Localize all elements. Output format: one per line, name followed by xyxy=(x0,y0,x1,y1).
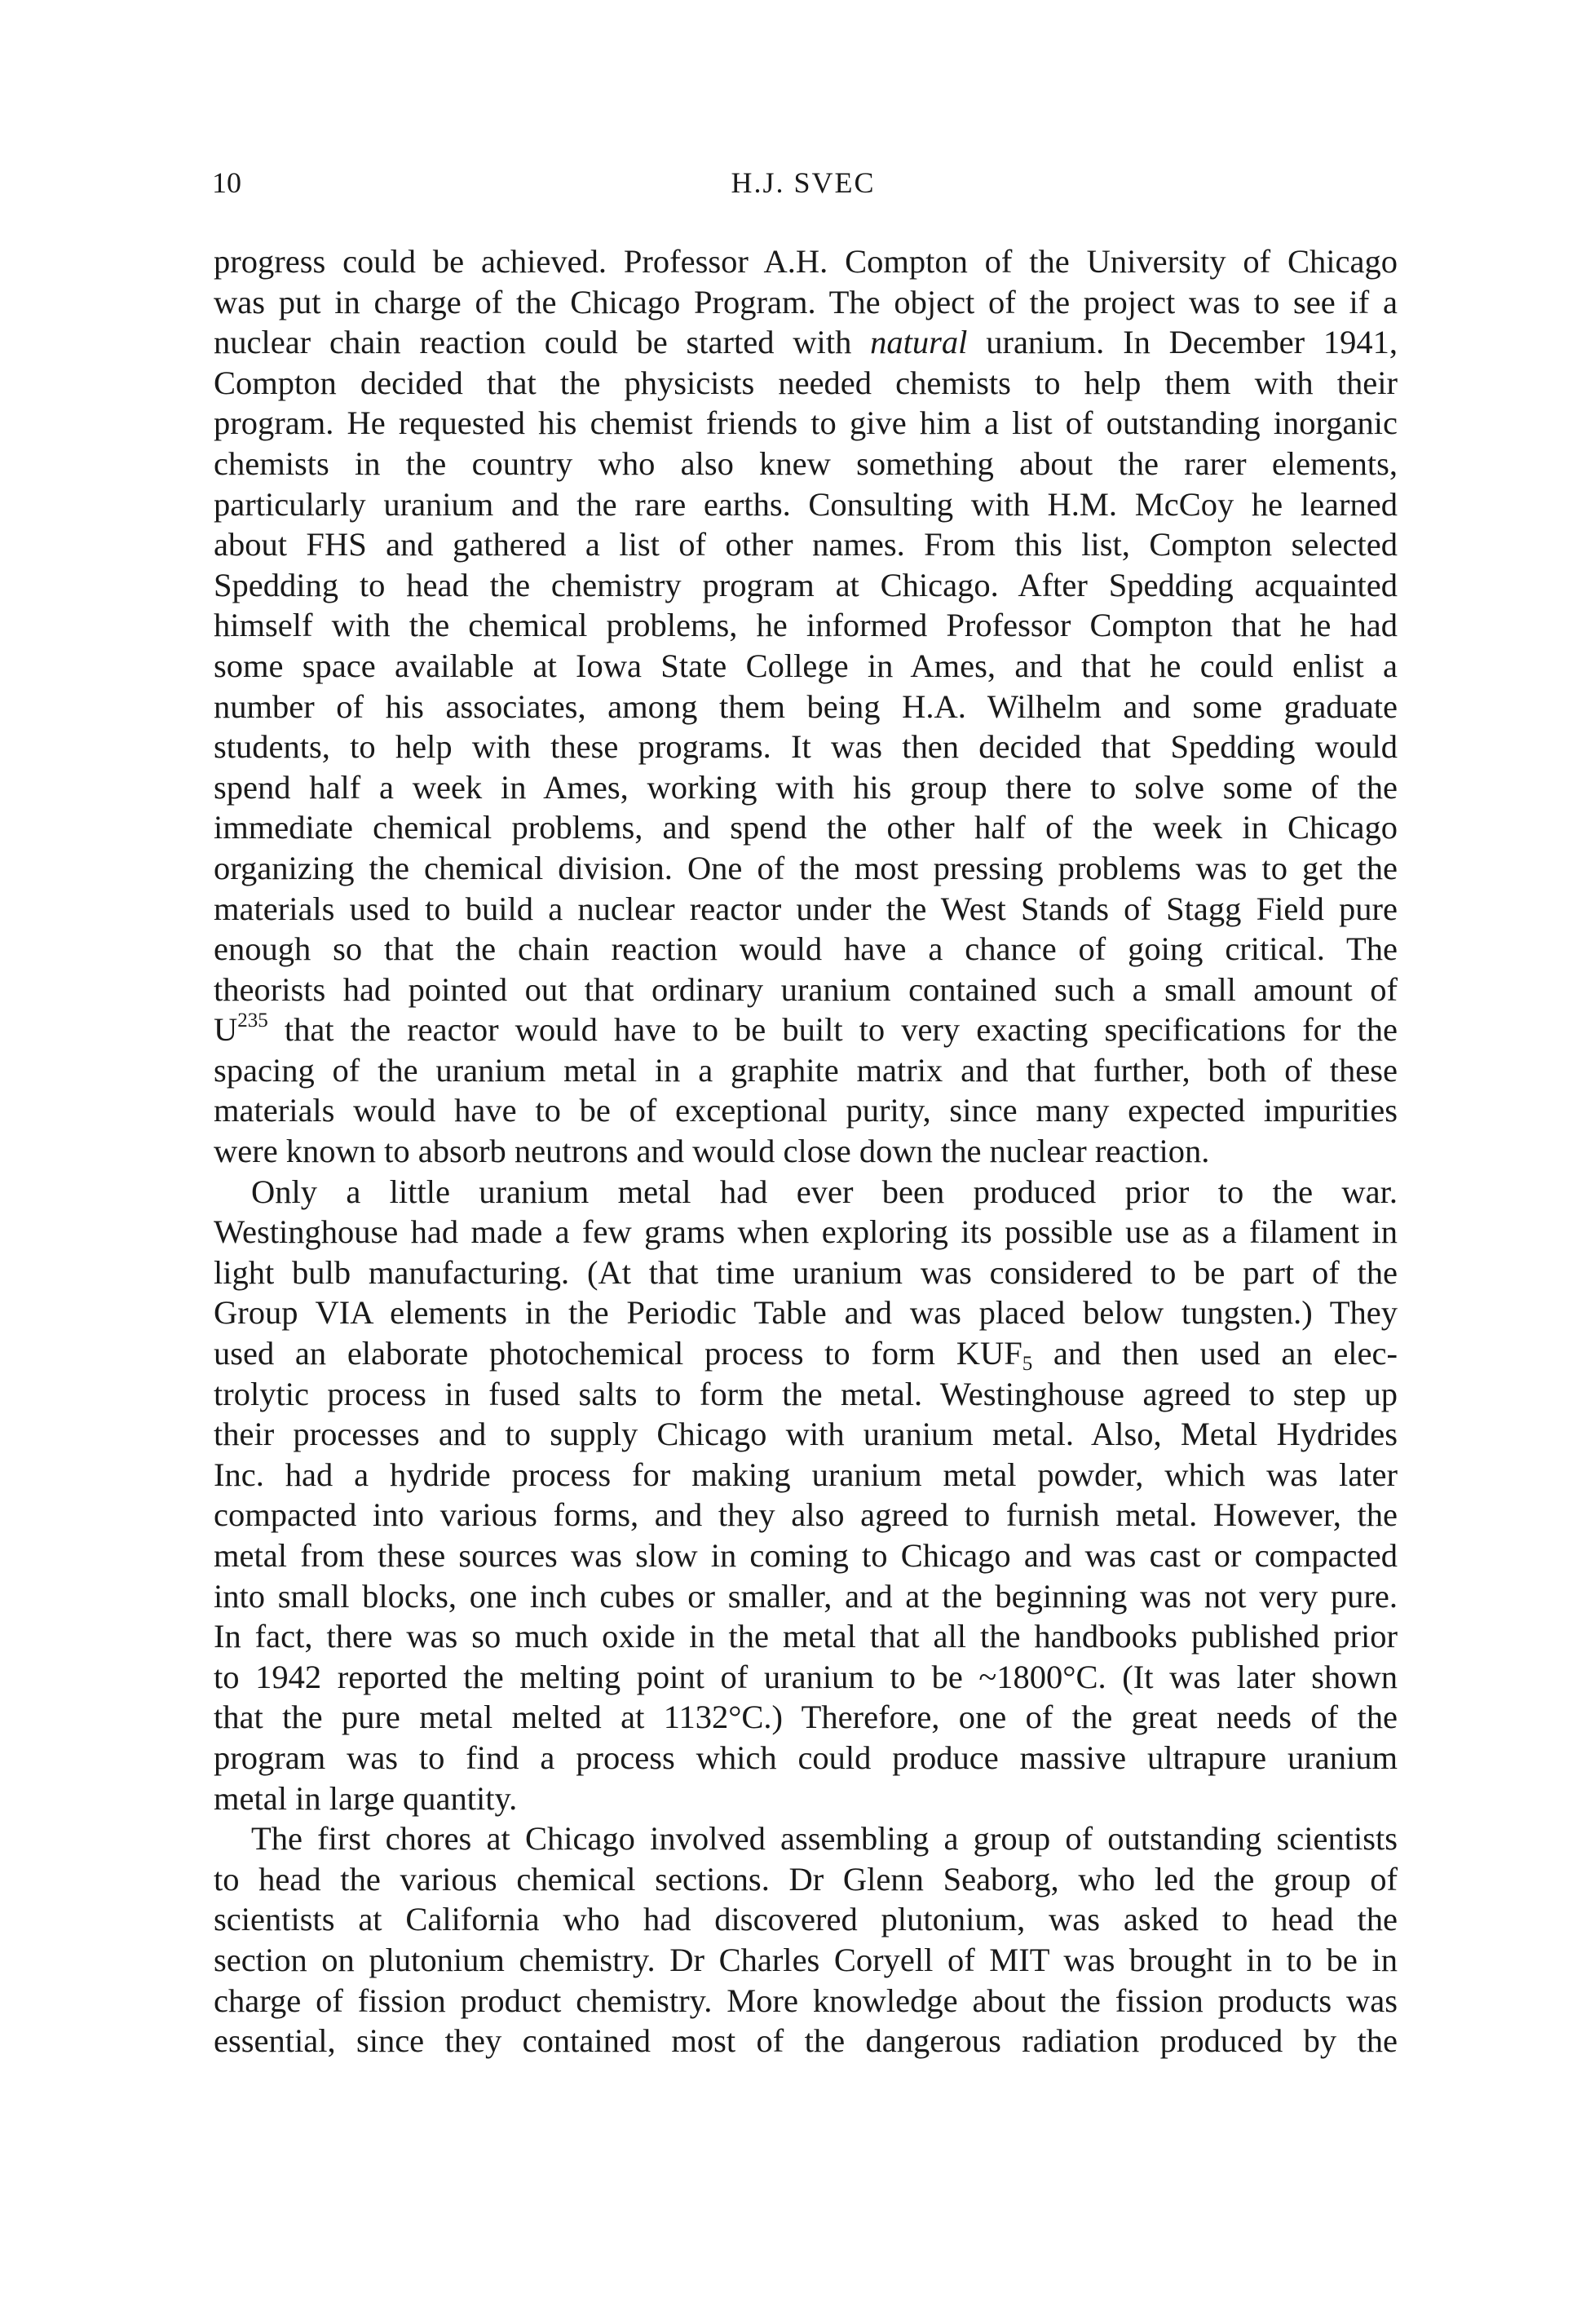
text-line: spend half a week in Ames, working with his group there to solve some of the xyxy=(214,768,1398,806)
text-line xyxy=(214,1333,1398,1374)
text-run: that the reactor would have to be built to very exacting specifications for the xyxy=(267,1011,1398,1049)
text-line: particularly uranium and the rare earths. Consulting with H.M. McCoy he learned xyxy=(214,485,1398,523)
text-line: himself with the chemical problems, he informed Professor Compton that he had xyxy=(214,607,1398,644)
text-line xyxy=(214,322,1398,363)
text-line: immediate chemical problems, and spend the other half of the week in Chicago xyxy=(214,809,1398,846)
text-run: uranium. In December 1941, xyxy=(967,324,1398,361)
text-run: and then used an elec- xyxy=(1032,1335,1398,1372)
text-line: that the pure metal melted at 1132°C.) Therefore, one of the great needs of the xyxy=(214,1699,1398,1736)
text-line: essential, since they contained most of the dangerous radiation produced by the xyxy=(214,2022,1398,2060)
paragraph xyxy=(214,1172,1398,1819)
running-title: H.J. SVEC xyxy=(731,166,876,199)
text-run: nuclear chain reaction could be started with xyxy=(214,324,871,361)
text-run: used an elaborate photochemical process to form KUF xyxy=(214,1335,1022,1372)
subscript: 5 xyxy=(1022,1353,1033,1376)
page-number: 10 xyxy=(212,166,241,199)
text-line: Only a little uranium metal had ever been produced prior to the war. xyxy=(251,1173,1398,1210)
text-line: Compton decided that the physicists needed chemists to help them with their xyxy=(214,364,1398,401)
superscript: 235 xyxy=(237,1010,268,1032)
text-line: students, to help with these programs. It was then decided that Spedding would xyxy=(214,728,1398,766)
text-line: program. He requested his chemist friends to give him a list of outstanding inorganic xyxy=(214,404,1398,442)
text-line: some space available at Iowa State College in Ames, and that he could enlist a xyxy=(214,647,1398,684)
text-line: Group VIA elements in the Periodic Table and was placed below tungsten.) They xyxy=(214,1294,1398,1332)
text-line: program was to find a process which could produce massive ultrapure uranium xyxy=(214,1739,1398,1776)
text-line: The first chores at Chicago involved assembling a group of outstanding scientists xyxy=(251,1820,1398,1858)
text-line: In fact, there was so much oxide in the metal that all the handbooks published prior xyxy=(214,1618,1398,1655)
text-line: scientists at California who had discovered plutonium, was asked to head the xyxy=(214,1901,1398,1938)
text-line: materials used to build a nuclear reactor under the West Stands of Stagg Field pure xyxy=(214,890,1398,927)
text-line: to head the various chemical sections. Dr Glenn Seaborg, who led the group of xyxy=(214,1860,1398,1898)
text-line: about FHS and gathered a list of other names. From this list, Compton selected xyxy=(214,526,1398,563)
text-line: progress could be achieved. Professor A.H. Compton of the University of Chicago xyxy=(214,243,1398,280)
text-line: trolytic process in fused salts to form the metal. Westinghouse agreed to step up xyxy=(214,1375,1398,1412)
body-text xyxy=(214,241,1398,2061)
paragraph xyxy=(214,241,1398,1172)
text-line: organizing the chemical division. One of the most pressing problems was to get the xyxy=(214,849,1398,886)
text-line: number of his associates, among them being H.A. Wilhelm and some graduate xyxy=(214,687,1398,725)
text-line: compacted into various forms, and they also agreed to furnish metal. However, the xyxy=(214,1496,1398,1534)
text-line: metal from these sources was slow in coming to Chicago and was cast or compacted xyxy=(214,1537,1398,1574)
text-line: to 1942 reported the melting point of uranium to be ~1800°C. (It was later shown xyxy=(214,1658,1398,1695)
text-line: charge of fission product chemistry. More knowledge about the fission products was xyxy=(214,1982,1398,2019)
running-head xyxy=(212,161,1394,204)
text-line: enough so that the chain reaction would have a chance of going critical. The xyxy=(214,930,1398,968)
text-line: Inc. had a hydride process for making uranium metal powder, which was later xyxy=(214,1456,1398,1493)
text-line: Spedding to head the chemistry program at Chicago. After Spedding acquainted xyxy=(214,566,1398,603)
text-line: was put in charge of the Chicago Program. The object of the project was to see if a xyxy=(214,283,1398,320)
text-line: materials would have to be of exceptional purity, since many expected impurities xyxy=(214,1092,1398,1129)
text-line: metal in large quantity. xyxy=(214,1779,518,1817)
italic-word: natural xyxy=(870,324,968,361)
text-line xyxy=(214,1010,1398,1050)
text-line: spacing of the uranium metal in a graphite matrix and that further, both of these xyxy=(214,1051,1398,1089)
text-line: into small blocks, one inch cubes or smaller, and at the beginning was not very pure. xyxy=(214,1577,1398,1615)
text-line: light bulb manufacturing. (At that time uranium was considered to be part of the xyxy=(214,1253,1398,1291)
text-line: Westinghouse had made a few grams when exploring its possible use as a filament in xyxy=(214,1213,1398,1251)
text-line: were known to absorb neutrons and would close down the nuclear reaction. xyxy=(214,1133,1210,1170)
text-line: chemists in the country who also knew something about the rarer elements, xyxy=(214,444,1398,482)
text-line: theorists had pointed out that ordinary uranium contained such a small amount of xyxy=(214,970,1398,1008)
text-line: their processes and to supply Chicago with uranium metal. Also, Metal Hydrides xyxy=(214,1416,1398,1453)
paragraph xyxy=(214,1818,1398,2061)
text-run: U xyxy=(214,1011,238,1049)
text-line: section on plutonium chemistry. Dr Charles Coryell of MIT was brought in to be in xyxy=(214,1941,1398,1978)
